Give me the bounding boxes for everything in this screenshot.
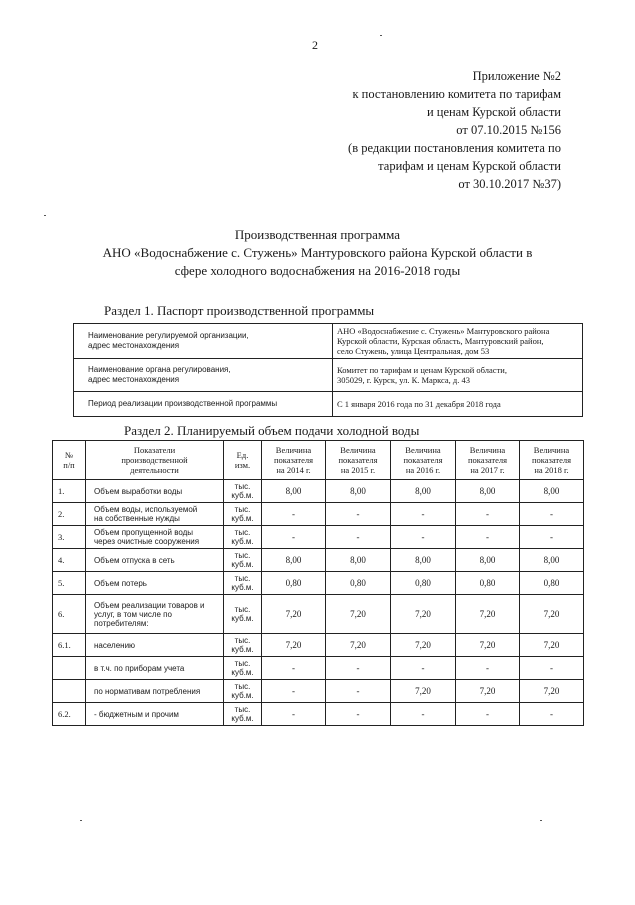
header-col-2018 <box>520 441 584 480</box>
header-line: п/п <box>63 460 75 470</box>
passport-key <box>74 324 333 359</box>
indicator-line: потребителям: <box>94 618 149 628</box>
unit-line: тыс. <box>234 682 251 691</box>
unit-line: куб.м. <box>231 491 254 500</box>
row-value: 0,80 <box>520 572 584 595</box>
key-line: адрес местонахождения <box>88 375 180 384</box>
value-line: село Стужень, улица Центральная, дом 53 <box>337 346 490 356</box>
header-line: Величина <box>469 445 506 455</box>
row-unit <box>224 549 262 572</box>
row-unit <box>224 595 262 634</box>
row-value: - <box>262 657 326 680</box>
indicator-line: населению <box>94 640 136 650</box>
unit-line: тыс. <box>234 705 251 714</box>
row-number: 1. <box>53 480 86 503</box>
row-indicator <box>86 657 224 680</box>
scan-speck <box>44 215 46 216</box>
row-indicator <box>86 595 224 634</box>
scan-speck <box>80 820 82 821</box>
appendix-line: Приложение №2 <box>472 69 561 83</box>
key-line: Наименование регулируемой организации, <box>88 331 249 340</box>
row-number: 6.2. <box>53 703 86 726</box>
program-title <box>60 226 575 280</box>
header-line: показателя <box>403 455 443 465</box>
scan-speck <box>540 820 542 821</box>
passport-row <box>74 324 583 359</box>
row-value: - <box>326 503 391 526</box>
row-value: 0,80 <box>262 572 326 595</box>
row-value: 7,20 <box>520 595 584 634</box>
value-line: АНО «Водоснабжение с. Стужень» Мантуровского района <box>337 326 550 336</box>
indicator-line: Объем пропущенной воды <box>94 528 194 537</box>
appendix-line: тарифам и ценам Курской области <box>378 159 561 173</box>
header-col-indicator <box>86 441 224 480</box>
row-indicator <box>86 503 224 526</box>
row-value: - <box>391 503 456 526</box>
row-unit <box>224 657 262 680</box>
row-value: - <box>520 703 584 726</box>
indicator-line: на собственные нужды <box>94 514 180 523</box>
indicator-line: услуг, в том числе по <box>94 609 172 619</box>
header-line: на 2016 г. <box>405 465 441 475</box>
unit-line: тыс. <box>234 551 251 560</box>
key-line: Период реализации производственной программы <box>88 399 278 408</box>
row-value: 7,20 <box>391 680 456 703</box>
section-2-heading: Раздел 2. Планируемый объем подачи холодной воды <box>124 423 420 438</box>
row-value: 0,80 <box>391 572 456 595</box>
passport-row <box>74 359 583 392</box>
passport-table <box>73 323 583 417</box>
key-line: Наименование органа регулирования, <box>88 365 231 374</box>
table-row <box>53 703 584 726</box>
passport-key <box>74 359 333 392</box>
unit-line: тыс. <box>234 482 251 491</box>
value-line: С 1 января 2016 года по 31 декабря 2018 года <box>337 399 501 409</box>
row-value: 7,20 <box>326 595 391 634</box>
header-col-2015 <box>326 441 391 480</box>
header-col-number <box>53 441 86 480</box>
header-col-2017 <box>456 441 520 480</box>
row-unit <box>224 480 262 503</box>
header-line: производственной <box>121 455 188 465</box>
row-value: 7,20 <box>520 680 584 703</box>
header-line: деятельности <box>130 465 179 475</box>
title-line: Производственная программа <box>234 227 401 242</box>
header-line: Величина <box>275 445 312 455</box>
row-indicator <box>86 549 224 572</box>
header-col-2016 <box>391 441 456 480</box>
indicator-line: через очистные сооружения <box>94 537 200 546</box>
row-unit <box>224 703 262 726</box>
row-value: - <box>520 657 584 680</box>
passport-value <box>333 392 583 417</box>
title-line: сфере холодного водоснабжения на 2016-2018 годы <box>174 263 461 278</box>
row-value: - <box>262 526 326 549</box>
row-number <box>53 657 86 680</box>
row-number: 3. <box>53 526 86 549</box>
row-value: 8,00 <box>391 480 456 503</box>
row-value: 7,20 <box>456 680 520 703</box>
row-value: 8,00 <box>326 549 391 572</box>
header-line: Величина <box>405 445 441 455</box>
table-row <box>53 572 584 595</box>
row-value: - <box>520 526 584 549</box>
header-line: Показатели <box>133 445 176 455</box>
unit-line: куб.м. <box>231 583 254 592</box>
row-number: 4. <box>53 549 86 572</box>
header-line: показателя <box>273 455 314 465</box>
row-value: 8,00 <box>262 549 326 572</box>
header-line: № <box>64 450 74 460</box>
row-value: - <box>326 526 391 549</box>
value-line: Комитет по тарифам и ценам Курской области, <box>337 365 507 375</box>
table-row <box>53 595 584 634</box>
row-value: - <box>262 703 326 726</box>
indicator-line: Объем потерь <box>94 578 147 588</box>
page-number: 2 <box>312 38 318 52</box>
unit-line: тыс. <box>234 659 251 668</box>
table-row <box>53 680 584 703</box>
row-value: 8,00 <box>456 480 520 503</box>
row-value: 7,20 <box>391 595 456 634</box>
row-value: 7,20 <box>262 595 326 634</box>
row-value: - <box>391 703 456 726</box>
header-line: изм. <box>234 460 251 470</box>
row-value: 7,20 <box>520 634 584 657</box>
unit-line: куб.м. <box>231 560 254 569</box>
header-line: Величина <box>533 445 570 455</box>
row-value: 7,20 <box>326 634 391 657</box>
row-indicator <box>86 680 224 703</box>
header-line: показателя <box>467 455 508 465</box>
row-value: - <box>391 526 456 549</box>
row-value: 8,00 <box>391 549 456 572</box>
row-indicator <box>86 634 224 657</box>
header-line: показателя <box>338 455 378 465</box>
table-row <box>53 503 584 526</box>
row-value: 8,00 <box>456 549 520 572</box>
row-value: 7,20 <box>456 595 520 634</box>
passport-value <box>333 324 583 359</box>
row-value: - <box>456 503 520 526</box>
table-row <box>53 657 584 680</box>
row-value: 0,80 <box>456 572 520 595</box>
indicator-line: - бюджетным и прочим <box>94 709 179 719</box>
appendix-line: от 07.10.2015 №156 <box>456 123 561 137</box>
row-value: - <box>520 503 584 526</box>
indicator-line: Объем воды, используемой <box>94 505 198 514</box>
row-unit <box>224 572 262 595</box>
row-value: - <box>456 657 520 680</box>
table-row <box>53 526 584 549</box>
header-col-unit <box>224 441 262 480</box>
row-value: - <box>326 657 391 680</box>
row-number: 6. <box>53 595 86 634</box>
row-unit <box>224 680 262 703</box>
passport-value <box>333 359 583 392</box>
header-col-2014 <box>262 441 326 480</box>
row-value: - <box>456 526 520 549</box>
title-line: АНО «Водоснабжение с. Стужень» Мантуровского района Курской области в <box>102 245 533 260</box>
passport-row <box>74 392 583 417</box>
indicator-line: Объем реализации товаров и <box>94 600 205 610</box>
header-line: Ед. <box>236 450 249 460</box>
row-unit <box>224 503 262 526</box>
row-value: - <box>391 657 456 680</box>
unit-line: куб.м. <box>231 645 254 654</box>
table-row <box>53 634 584 657</box>
value-line: 305029, г. Курск, ул. К. Маркса, д. 43 <box>337 375 470 385</box>
header-line: на 2015 г. <box>340 465 376 475</box>
appendix-block <box>301 67 561 193</box>
header-line: показателя <box>531 455 572 465</box>
unit-line: куб.м. <box>231 514 254 523</box>
row-value: 0,80 <box>326 572 391 595</box>
unit-line: тыс. <box>234 605 251 614</box>
row-value: - <box>262 680 326 703</box>
row-unit <box>224 526 262 549</box>
unit-line: куб.м. <box>231 714 254 723</box>
value-line: Курской области, Курская область, Мантуровский район, <box>337 336 544 346</box>
row-value: 8,00 <box>326 480 391 503</box>
unit-line: куб.м. <box>231 537 254 546</box>
unit-line: куб.м. <box>231 614 254 623</box>
row-value: 8,00 <box>520 480 584 503</box>
header-line: на 2017 г. <box>470 465 505 475</box>
row-number <box>53 680 86 703</box>
unit-line: тыс. <box>234 636 251 645</box>
indicator-line: Объем отпуска в сеть <box>94 555 175 565</box>
row-number: 5. <box>53 572 86 595</box>
appendix-line: от 30.10.2017 №37) <box>458 177 561 191</box>
indicator-line: по нормативам потребления <box>94 686 201 696</box>
unit-line: тыс. <box>234 528 251 537</box>
plan-header-row <box>53 441 584 480</box>
row-indicator <box>86 703 224 726</box>
appendix-line: и ценам Курской области <box>426 105 561 119</box>
table-row <box>53 549 584 572</box>
row-value: 7,20 <box>262 634 326 657</box>
row-value: 8,00 <box>520 549 584 572</box>
row-unit <box>224 634 262 657</box>
indicator-line: Объем выработки воды <box>94 486 183 496</box>
header-line: Величина <box>340 445 376 455</box>
unit-line: куб.м. <box>231 691 254 700</box>
table-row <box>53 480 584 503</box>
row-indicator <box>86 480 224 503</box>
row-value: - <box>262 503 326 526</box>
row-indicator <box>86 572 224 595</box>
key-line: адрес местонахождения <box>88 341 180 350</box>
row-number: 2. <box>53 503 86 526</box>
passport-key <box>74 392 333 417</box>
appendix-line: к постановлению комитета по тарифам <box>352 87 561 101</box>
indicator-line: в т.ч. по приборам учета <box>94 663 185 673</box>
header-line: на 2014 г. <box>276 465 311 475</box>
row-value: - <box>326 703 391 726</box>
section-1-heading: Раздел 1. Паспорт производственной программы <box>104 303 375 318</box>
appendix-line: (в редакции постановления комитета по <box>348 141 561 155</box>
unit-line: тыс. <box>234 505 251 514</box>
unit-line: тыс. <box>234 574 251 583</box>
plan-table <box>52 440 584 726</box>
unit-line: куб.м. <box>231 668 254 677</box>
scan-speck <box>380 35 382 36</box>
row-value: 7,20 <box>391 634 456 657</box>
row-number: 6.1. <box>53 634 86 657</box>
header-line: на 2018 г. <box>534 465 569 475</box>
row-value: - <box>456 703 520 726</box>
row-value: 8,00 <box>262 480 326 503</box>
row-value: 7,20 <box>456 634 520 657</box>
row-indicator <box>86 526 224 549</box>
row-value: - <box>326 680 391 703</box>
